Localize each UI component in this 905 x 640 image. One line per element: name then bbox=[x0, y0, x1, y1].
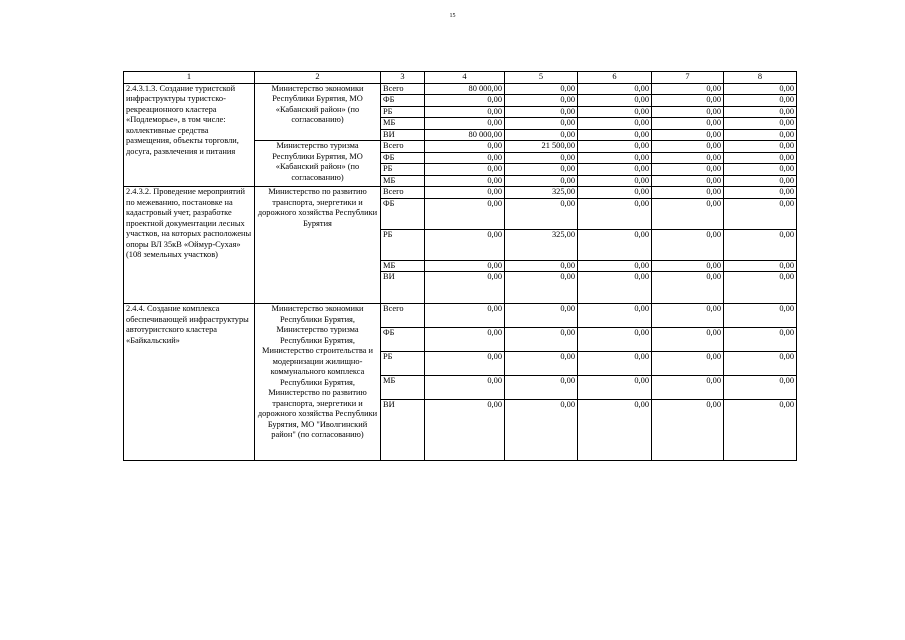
amount-cell: 0,00 bbox=[425, 229, 505, 260]
amount-cell: 0,00 bbox=[425, 328, 505, 352]
amount-cell: 0,00 bbox=[578, 198, 652, 229]
amount-cell: 0,00 bbox=[425, 141, 505, 153]
amount-cell: 0,00 bbox=[578, 187, 652, 199]
header-cell: 8 bbox=[724, 72, 797, 84]
amount-cell: 0,00 bbox=[578, 141, 652, 153]
amount-cell: 0,00 bbox=[578, 304, 652, 328]
funding-source-cell: РБ bbox=[381, 106, 425, 118]
funding-source-cell: ФБ bbox=[381, 328, 425, 352]
amount-cell: 0,00 bbox=[425, 376, 505, 400]
funding-source-cell: ФБ bbox=[381, 198, 425, 229]
amount-cell: 0,00 bbox=[652, 198, 724, 229]
amount-cell: 0,00 bbox=[652, 106, 724, 118]
amount-cell: 0,00 bbox=[505, 304, 578, 328]
amount-cell: 0,00 bbox=[652, 95, 724, 107]
amount-cell: 0,00 bbox=[724, 141, 797, 153]
amount-cell: 0,00 bbox=[425, 198, 505, 229]
funding-source-cell: Всего bbox=[381, 187, 425, 199]
amount-cell: 0,00 bbox=[652, 164, 724, 176]
amount-cell: 80 000,00 bbox=[425, 129, 505, 141]
amount-cell: 0,00 bbox=[578, 129, 652, 141]
amount-cell: 0,00 bbox=[505, 83, 578, 95]
header-cell: 5 bbox=[505, 72, 578, 84]
amount-cell: 0,00 bbox=[505, 175, 578, 187]
amount-cell: 325,00 bbox=[505, 229, 578, 260]
amount-cell: 0,00 bbox=[578, 106, 652, 118]
funding-source-cell: МБ bbox=[381, 260, 425, 272]
table-row bbox=[124, 187, 797, 199]
executor-cell: Министерство экономики Республики Бурятия, МО «Кабанский район» (по согласованию) bbox=[255, 83, 381, 141]
amount-cell: 0,00 bbox=[724, 304, 797, 328]
amount-cell: 0,00 bbox=[724, 328, 797, 352]
amount-cell: 21 500,00 bbox=[505, 141, 578, 153]
amount-cell: 0,00 bbox=[724, 198, 797, 229]
event-cell: 2.4.3.1.3. Создание туристской инфраструктуры туристско-рекреационного кластера «Подлеморье», в том числе: коллективные средства размещения, объекты торговли, досуга, развлечения и питания bbox=[124, 83, 255, 187]
amount-cell: 0,00 bbox=[724, 187, 797, 199]
header-cell: 2 bbox=[255, 72, 381, 84]
header-cell: 3 bbox=[381, 72, 425, 84]
executor-cell: Министерство туризма Республики Бурятия, МО «Кабанский район» (по согласованию) bbox=[255, 141, 381, 187]
funding-source-cell: Всего bbox=[381, 83, 425, 95]
amount-cell: 0,00 bbox=[425, 400, 505, 461]
amount-cell: 0,00 bbox=[505, 152, 578, 164]
amount-cell: 0,00 bbox=[652, 272, 724, 304]
funding-source-cell: МБ bbox=[381, 376, 425, 400]
amount-cell: 0,00 bbox=[652, 352, 724, 376]
amount-cell: 0,00 bbox=[724, 400, 797, 461]
executor-cell: Министерство экономики Республики Бурятия, Министерство туризма Республики Бурятия, Министерство строительства и модернизации жилищно-коммунального комплекса Республики Бурятия, Министерство по развитию транспорта, энергетики и дорожного хозяйства Республики Бурятия, МО "Иволгинский район" (по согласованию) bbox=[255, 304, 381, 461]
amount-cell: 0,00 bbox=[425, 304, 505, 328]
amount-cell: 0,00 bbox=[724, 152, 797, 164]
amount-cell: 0,00 bbox=[652, 229, 724, 260]
budget-table bbox=[123, 71, 797, 461]
funding-source-cell: Всего bbox=[381, 304, 425, 328]
amount-cell: 80 000,00 bbox=[425, 83, 505, 95]
amount-cell: 0,00 bbox=[652, 129, 724, 141]
amount-cell: 0,00 bbox=[652, 376, 724, 400]
header-cell: 7 bbox=[652, 72, 724, 84]
header-cell: 4 bbox=[425, 72, 505, 84]
amount-cell: 0,00 bbox=[652, 83, 724, 95]
amount-cell: 0,00 bbox=[652, 141, 724, 153]
amount-cell: 0,00 bbox=[724, 260, 797, 272]
amount-cell: 0,00 bbox=[724, 175, 797, 187]
amount-cell: 0,00 bbox=[505, 95, 578, 107]
header-cell: 6 bbox=[578, 72, 652, 84]
amount-cell: 0,00 bbox=[652, 400, 724, 461]
amount-cell: 0,00 bbox=[425, 164, 505, 176]
amount-cell: 0,00 bbox=[425, 95, 505, 107]
amount-cell: 0,00 bbox=[652, 152, 724, 164]
amount-cell: 0,00 bbox=[724, 376, 797, 400]
amount-cell: 0,00 bbox=[724, 164, 797, 176]
header-cell: 1 bbox=[124, 72, 255, 84]
funding-source-cell: ВИ bbox=[381, 129, 425, 141]
amount-cell: 0,00 bbox=[505, 272, 578, 304]
header-row bbox=[124, 72, 797, 84]
amount-cell: 0,00 bbox=[724, 129, 797, 141]
amount-cell: 0,00 bbox=[578, 118, 652, 130]
amount-cell: 0,00 bbox=[425, 272, 505, 304]
amount-cell: 0,00 bbox=[505, 260, 578, 272]
amount-cell: 0,00 bbox=[425, 106, 505, 118]
amount-cell: 0,00 bbox=[724, 352, 797, 376]
event-cell: 2.4.4. Создание комплекса обеспечивающей инфраструктуры автотуристского кластера «Байкальский» bbox=[124, 304, 255, 461]
table-row bbox=[124, 304, 797, 328]
amount-cell: 0,00 bbox=[425, 260, 505, 272]
amount-cell: 0,00 bbox=[425, 152, 505, 164]
funding-source-cell: РБ bbox=[381, 164, 425, 176]
amount-cell: 0,00 bbox=[652, 260, 724, 272]
amount-cell: 0,00 bbox=[578, 400, 652, 461]
amount-cell: 0,00 bbox=[652, 328, 724, 352]
amount-cell: 0,00 bbox=[578, 152, 652, 164]
amount-cell: 0,00 bbox=[724, 95, 797, 107]
funding-source-cell: МБ bbox=[381, 175, 425, 187]
executor-cell: Министерство по развитию транспорта, энергетики и дорожного хозяйства Республики Бурятия bbox=[255, 187, 381, 304]
amount-cell: 0,00 bbox=[425, 187, 505, 199]
funding-source-cell: ФБ bbox=[381, 152, 425, 164]
amount-cell: 0,00 bbox=[578, 328, 652, 352]
amount-cell: 0,00 bbox=[652, 175, 724, 187]
amount-cell: 0,00 bbox=[578, 352, 652, 376]
amount-cell: 0,00 bbox=[578, 164, 652, 176]
table-row bbox=[124, 83, 797, 95]
funding-source-cell: МБ bbox=[381, 118, 425, 130]
amount-cell: 0,00 bbox=[505, 129, 578, 141]
amount-cell: 0,00 bbox=[652, 118, 724, 130]
amount-cell: 0,00 bbox=[505, 118, 578, 130]
amount-cell: 0,00 bbox=[652, 304, 724, 328]
amount-cell: 325,00 bbox=[505, 187, 578, 199]
amount-cell: 0,00 bbox=[724, 118, 797, 130]
amount-cell: 0,00 bbox=[652, 187, 724, 199]
event-cell: 2.4.3.2. Проведение мероприятий по межеванию, постановке на кадастровый учет, разработке проектной документации лесных участков, на которых расположены опоры ВЛ 35кВ «Оймур-Сухая» (108 земельных участков) bbox=[124, 187, 255, 304]
page-number: 15 bbox=[449, 13, 456, 19]
amount-cell: 0,00 bbox=[505, 400, 578, 461]
amount-cell: 0,00 bbox=[505, 328, 578, 352]
amount-cell: 0,00 bbox=[578, 229, 652, 260]
amount-cell: 0,00 bbox=[505, 164, 578, 176]
amount-cell: 0,00 bbox=[505, 352, 578, 376]
amount-cell: 0,00 bbox=[724, 106, 797, 118]
amount-cell: 0,00 bbox=[578, 260, 652, 272]
funding-source-cell: Всего bbox=[381, 141, 425, 153]
amount-cell: 0,00 bbox=[578, 175, 652, 187]
funding-source-cell: РБ bbox=[381, 229, 425, 260]
amount-cell: 0,00 bbox=[578, 272, 652, 304]
amount-cell: 0,00 bbox=[578, 83, 652, 95]
amount-cell: 0,00 bbox=[724, 229, 797, 260]
amount-cell: 0,00 bbox=[578, 95, 652, 107]
funding-source-cell: ВИ bbox=[381, 272, 425, 304]
amount-cell: 0,00 bbox=[425, 118, 505, 130]
amount-cell: 0,00 bbox=[724, 83, 797, 95]
amount-cell: 0,00 bbox=[425, 175, 505, 187]
funding-source-cell: РБ bbox=[381, 352, 425, 376]
funding-source-cell: ФБ bbox=[381, 95, 425, 107]
amount-cell: 0,00 bbox=[505, 198, 578, 229]
amount-cell: 0,00 bbox=[724, 272, 797, 304]
amount-cell: 0,00 bbox=[505, 376, 578, 400]
amount-cell: 0,00 bbox=[505, 106, 578, 118]
amount-cell: 0,00 bbox=[425, 352, 505, 376]
amount-cell: 0,00 bbox=[578, 376, 652, 400]
funding-source-cell: ВИ bbox=[381, 400, 425, 461]
table-body bbox=[124, 72, 797, 461]
